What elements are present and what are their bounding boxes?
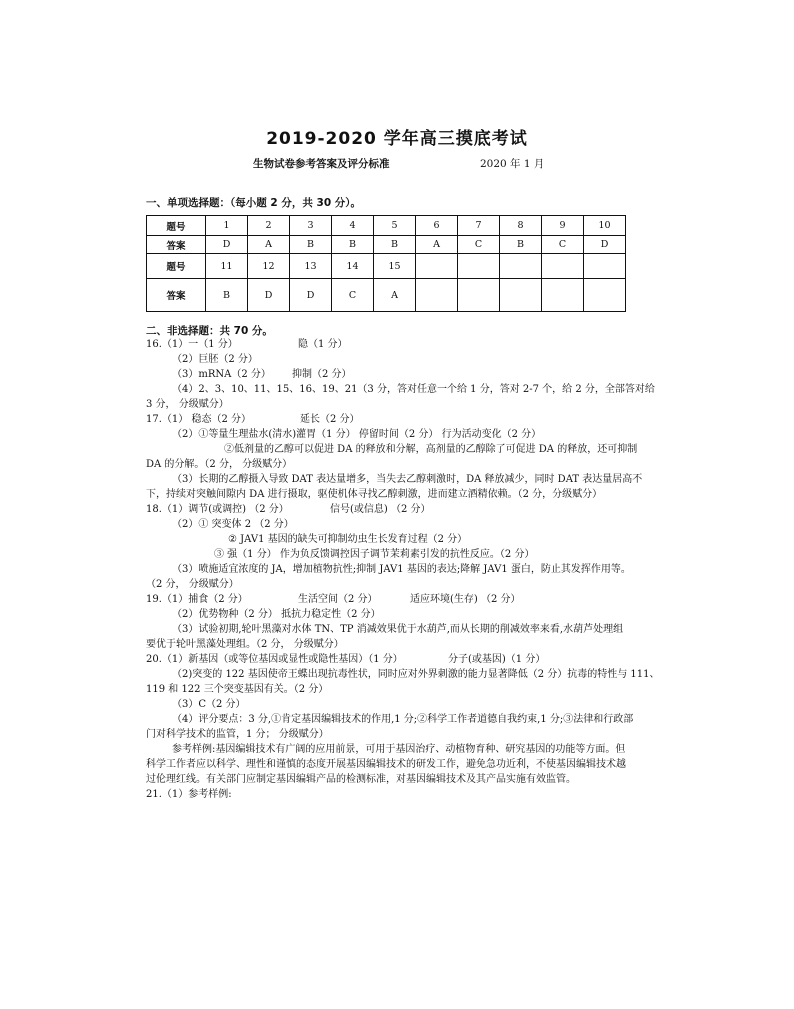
empty-cell [542, 254, 584, 279]
question-number-cell: 2 [248, 216, 290, 236]
answer-cell: D [584, 236, 626, 254]
multiple-choice-answer-table [146, 215, 626, 312]
question-number-cell: 5 [374, 216, 416, 236]
document-date: 2020 年 1 月 [480, 158, 545, 170]
answer-line-16-4: （4）2、3、10、11、15、16、19、21（3 分，答对任意一个给 1 分，答对 2-7 个，给 2 分，全部答对给 [172, 384, 655, 395]
table-row [147, 254, 626, 279]
answer-line-20-3: （3）C（2 分） [172, 699, 246, 710]
question-number-cell: 6 [416, 216, 458, 236]
empty-cell [584, 254, 626, 279]
answer-line-20-sample-b: 科学工作者应以科学、理性和谨慎的态度开展基因编辑技术的研发工作，避免急功近利，不使基因编辑技术越 [146, 759, 626, 770]
answer-line-16-3b: 抑制（2 分） [292, 369, 352, 380]
answer-cell: B [374, 236, 416, 254]
question-number-cell: 3 [290, 216, 332, 236]
question-number-cell: 11 [206, 254, 248, 279]
empty-cell [458, 254, 500, 279]
answer-cell: D [248, 279, 290, 312]
answer-line-20-sample-c: 过伦理红线。有关部门应制定基因编辑产品的检测标准，对基因编辑技术及其产品实施有效监管。 [146, 774, 576, 785]
answer-line-16-2: （2）巨胚（2 分） [172, 354, 258, 365]
answer-line-16-1: 16.（1）一（1 分） [146, 339, 238, 350]
answer-cell: A [248, 236, 290, 254]
answer-line-18-2: （2）① 突变体 2 （2 分） [172, 519, 294, 530]
answer-label: 答案 [147, 236, 206, 254]
answer-cell: B [206, 279, 248, 312]
answer-line-18-2b: ② JAV1 基因的缺失可抑制幼虫生长发育过程（2 分） [228, 534, 468, 545]
answer-line-19-1b: 生活空间（2 分） [298, 594, 378, 605]
answer-cell: D [206, 236, 248, 254]
question-number-cell: 4 [332, 216, 374, 236]
answer-line-20-1: 20.（1）新基因（或等位基因或显性或隐性基因）（1 分） [146, 654, 403, 665]
answer-line-20-4: （4）评分要点：3 分,①肯定基因编辑技术的作用,1 分;②科学工作者道德自我约束,1 分;③法律和行政部 [172, 714, 634, 725]
empty-cell [542, 279, 584, 312]
question-number-cell: 15 [374, 254, 416, 279]
answer-line-17-2c: DA 的分解。（2 分， 分级赋分） [146, 459, 293, 470]
answer-line-18-3: （3）喷施适宜浓度的 JA，增加植物抗性;抑制 JAV1 基因的表达;降解 JAV1 蛋白，防止其发挥作用等。 [172, 564, 631, 575]
answer-line-17-1: 17.（1） 稳态（2 分） [146, 414, 251, 425]
empty-cell [416, 279, 458, 312]
answer-label: 答案 [147, 279, 206, 312]
section-2-heading: 二、非选择题：共 70 分。 [146, 325, 273, 337]
answer-cell: A [374, 279, 416, 312]
table-row [147, 279, 626, 312]
answer-line-18-3b: （2 分， 分级赋分） [146, 579, 239, 590]
question-number-cell: 12 [248, 254, 290, 279]
answer-line-17-2: （2）①等量生理盐水(清水)灌胃（1 分） 停留时间（2 分） 行为活动变化（2 分） [172, 429, 542, 440]
document-title: 2019-2020 学年高三摸底考试 [266, 129, 528, 149]
question-number-cell: 10 [584, 216, 626, 236]
answer-cell: C [458, 236, 500, 254]
answer-line-16-1b: 隐（1 分） [298, 339, 348, 350]
answer-line-19-3: （3）试验初期,轮叶黑藻对水体 TN、TP 消减效果优于水葫芦,而从长期的削减效率来看,水葫芦处理组 [172, 624, 624, 635]
question-number-cell: 7 [458, 216, 500, 236]
answer-line-17-1b: 延长（2 分） [300, 414, 360, 425]
answer-line-21-1: 21.（1）参考样例: [146, 789, 232, 800]
section-1-heading: 一、单项选择题：（每小题 2 分，共 30 分）。 [146, 197, 362, 209]
empty-cell [500, 254, 542, 279]
question-number-cell: 9 [542, 216, 584, 236]
empty-cell [416, 254, 458, 279]
table-row [147, 236, 626, 254]
empty-cell [458, 279, 500, 312]
answer-line-20-2: （2)突变的 122 基因使帝王蝶出现抗毒性状，同时应对外界刺激的能力显著降低（2 分）抗毒的特性与 111、 [172, 669, 660, 680]
question-number-label: 题号 [147, 254, 206, 279]
answer-cell: D [290, 279, 332, 312]
question-number-label: 题号 [147, 216, 206, 236]
answer-line-20-1b: 分子(或基因)（1 分） [448, 654, 546, 665]
answer-line-19-3b: 要优于轮叶黑藻处理组。（2 分， 分级赋分） [146, 639, 344, 650]
answer-line-20-2b: 119 和 122 三个突变基因有关。（2 分） [146, 684, 329, 695]
question-number-cell: 1 [206, 216, 248, 236]
answer-line-17-3: （3）长期的乙醇摄入导致 DAT 表达量增多，当失去乙醇刺激时，DA 释放减少，同时 DAT 表达量居高不 [172, 474, 643, 485]
question-number-cell: 13 [290, 254, 332, 279]
answer-line-20-4b: 门对科学技术的监管，1 分； 分级赋分） [146, 729, 329, 740]
empty-cell [500, 279, 542, 312]
answer-line-18-1: 18.（1）调节(或调控) （2 分） [146, 504, 289, 515]
question-number-cell: 8 [500, 216, 542, 236]
answer-line-17-3b: 下，持续对突触间隙内 DA 进行摄取，驱使机体寻找乙醇刺激，进而建立酒精依赖。（2 分，分级赋分） [146, 489, 603, 500]
table-row [147, 216, 626, 236]
answer-line-18-1b: 信号(或信息) （2 分） [330, 504, 431, 515]
answer-line-19-1c: 适应环境(生存) （2 分） [410, 594, 521, 605]
answer-line-18-2c: ③ 强（1 分） 作为负反馈调控因子调节茉莉素引发的抗性反应。（2 分） [214, 549, 535, 560]
answer-cell: A [416, 236, 458, 254]
answer-cell: B [332, 236, 374, 254]
empty-cell [584, 279, 626, 312]
answer-line-19-1: 19.（1）捕食（2 分） [146, 594, 248, 605]
answer-line-16-3: （3）mRNA（2 分） [172, 369, 271, 380]
answer-line-17-2b: ②低剂量的乙醇可以促进 DA 的释放和分解，高剂量的乙醇除了可促进 DA 的释放，还可抑制 [224, 444, 638, 455]
question-number-cell: 14 [332, 254, 374, 279]
answer-line-16-4b: 3 分， 分级赋分） [146, 399, 229, 410]
answer-cell: C [542, 236, 584, 254]
answer-cell: B [500, 236, 542, 254]
document-subtitle: 生物试卷参考答案及评分标准 [253, 158, 390, 170]
answer-cell: B [290, 236, 332, 254]
answer-line-20-sample: 参考样例:基因编辑技术有广阔的应用前景，可用于基因治疗、动植物育种、研究基因的功能等方面。但 [172, 744, 626, 755]
answer-cell: C [332, 279, 374, 312]
answer-line-19-2: （2）优势物种（2 分） 抵抗力稳定性（2 分） [172, 609, 381, 620]
